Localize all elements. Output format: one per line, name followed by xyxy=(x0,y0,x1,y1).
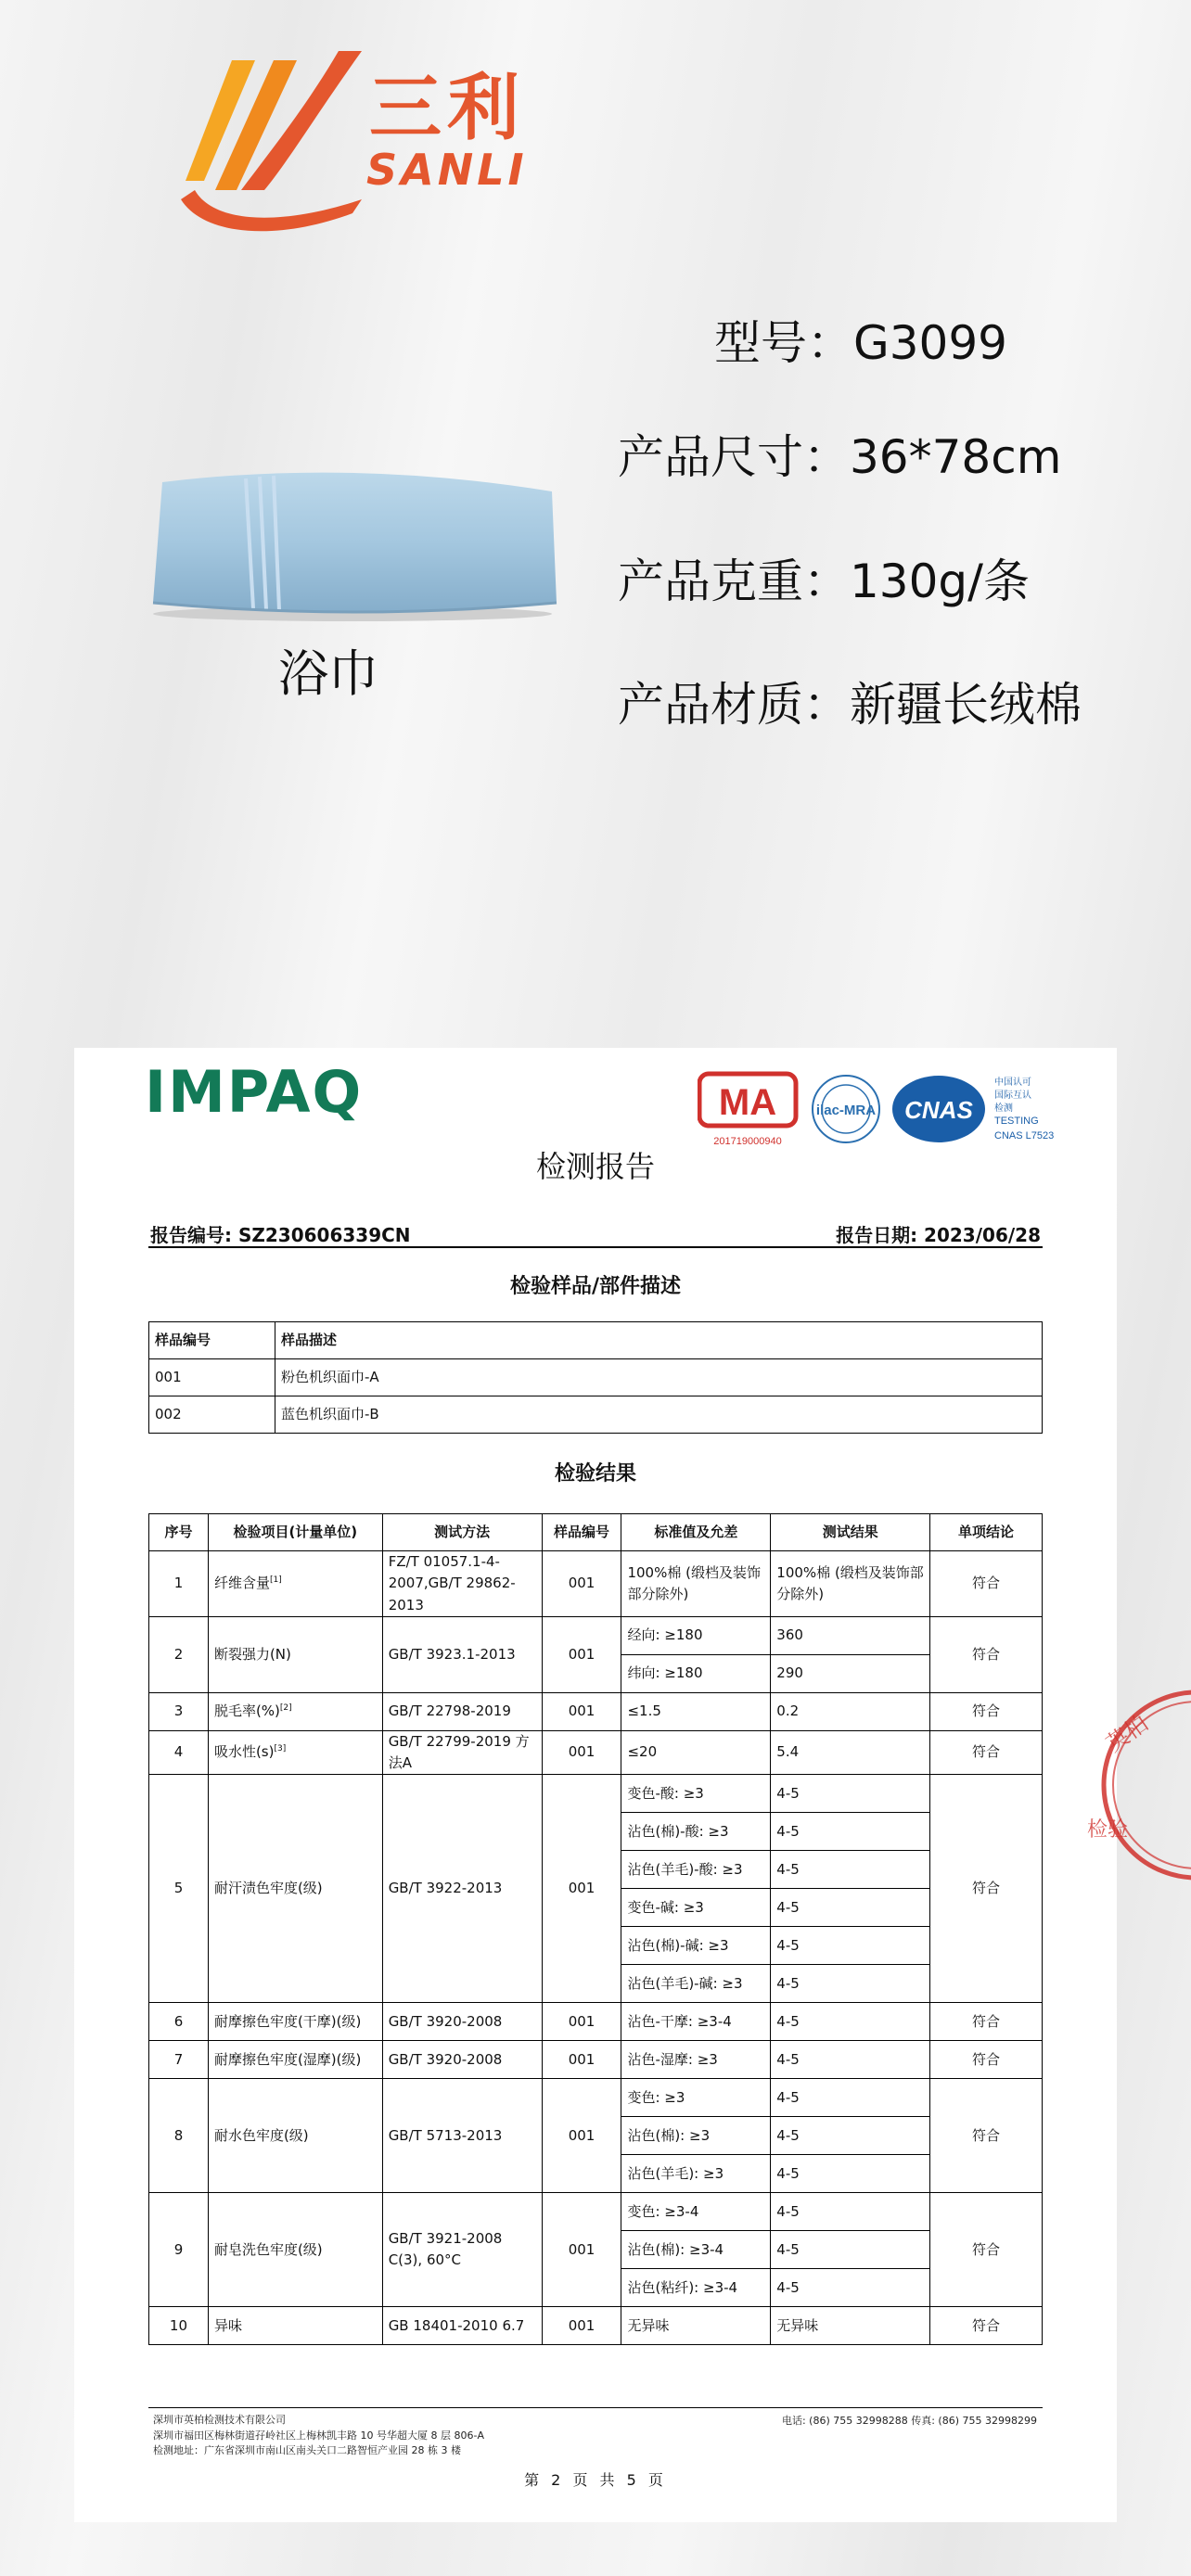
standard-value: 沾色(棉): ≥3 xyxy=(621,2117,771,2155)
towel-image xyxy=(144,464,561,621)
table-row: 001 粉色机织面巾-A xyxy=(149,1359,1043,1396)
conclusion: 符合 xyxy=(930,2307,1043,2345)
test-method: GB 18401-2010 6.7 xyxy=(382,2307,542,2345)
test-result: 4-5 xyxy=(771,2117,930,2155)
svg-text:TESTING: TESTING xyxy=(994,1116,1039,1127)
results-header-3: 样品编号 xyxy=(542,1514,621,1551)
spec-size: 产品尺寸：36*78cm xyxy=(618,430,1062,484)
test-result: 4-5 xyxy=(771,2193,930,2231)
standard-value: 沾色(棉): ≥3-4 xyxy=(621,2231,771,2269)
test-item: 耐皂洗色牢度(级) xyxy=(208,2193,382,2307)
test-result: 4-5 xyxy=(771,2003,930,2041)
test-item: 异味 xyxy=(208,2307,382,2345)
conclusion: 符合 xyxy=(930,1775,1043,2003)
samples-header-desc: 样品描述 xyxy=(275,1322,1043,1359)
test-result: 0.2 xyxy=(771,1692,930,1730)
results-header-4: 标准值及允差 xyxy=(621,1514,771,1551)
standard-value: 纬向: ≥180 xyxy=(621,1654,771,1692)
sample-id: 001 xyxy=(542,1616,621,1692)
test-item: 纤维含量[1] xyxy=(208,1551,382,1617)
report-date: 报告日期: 2023/06/28 xyxy=(836,1224,1041,1246)
test-result: 4-5 xyxy=(771,2269,930,2307)
test-item: 耐汗渍色牢度(级) xyxy=(208,1775,382,2003)
test-method: GB/T 3921-2008 C(3), 60°C xyxy=(382,2193,542,2307)
table-row xyxy=(149,2041,1043,2079)
standard-value: 沾色(羊毛)-酸: ≥3 xyxy=(621,1851,771,1889)
row-number: 4 xyxy=(149,1730,209,1775)
test-result: 4-5 xyxy=(771,1851,930,1889)
test-result: 4-5 xyxy=(771,1775,930,1813)
conclusion: 符合 xyxy=(930,1616,1043,1692)
results-header-2: 测试方法 xyxy=(382,1514,542,1551)
standard-value: 100%棉 (缎档及装饰部分除外) xyxy=(621,1551,771,1617)
row-number: 1 xyxy=(149,1551,209,1617)
standard-value: 沾色(棉)-碱: ≥3 xyxy=(621,1927,771,1965)
spec-model: 型号：G3099 xyxy=(714,316,1007,370)
test-item: 断裂强力(N) xyxy=(208,1616,382,1692)
report-number: 报告编号: SZ230606339CN xyxy=(150,1224,411,1246)
results-section-title: 检验结果 xyxy=(554,1462,636,1486)
test-result: 4-5 xyxy=(771,2155,930,2193)
test-item: 脱毛率(%)[2] xyxy=(208,1692,382,1730)
svg-text:检测: 检测 xyxy=(994,1103,1013,1114)
table-row xyxy=(149,2193,1043,2231)
test-item: 耐水色牢度(级) xyxy=(208,2079,382,2193)
table-row xyxy=(149,1692,1043,1730)
row-number: 7 xyxy=(149,2041,209,2079)
svg-text:MA: MA xyxy=(718,1082,777,1123)
svg-text:中国认可: 中国认可 xyxy=(994,1078,1031,1088)
certification-logos-icon xyxy=(698,1066,1087,1150)
standard-value: ≤20 xyxy=(621,1730,771,1775)
impaq-logo: IMPAQ xyxy=(145,1058,364,1126)
svg-text:英柏: 英柏 xyxy=(1101,1710,1153,1757)
sample-id: 001 xyxy=(542,2003,621,2041)
test-method: GB/T 22798-2019 xyxy=(382,1692,542,1730)
sample-id: 001 xyxy=(542,1551,621,1617)
standard-value: ≤1.5 xyxy=(621,1692,771,1730)
sample-id: 001 xyxy=(542,2307,621,2345)
standard-value: 沾色(棉)-酸: ≥3 xyxy=(621,1813,771,1851)
row-number: 3 xyxy=(149,1692,209,1730)
seal-stamp-icon xyxy=(1076,1688,1191,1882)
test-result: 4-5 xyxy=(771,1927,930,1965)
test-item: 吸水性(s)[3] xyxy=(208,1730,382,1775)
header-divider xyxy=(148,1246,1043,1248)
test-result: 4-5 xyxy=(771,2041,930,2079)
row-number: 10 xyxy=(149,2307,209,2345)
sample-id: 001 xyxy=(542,2079,621,2193)
row-number: 9 xyxy=(149,2193,209,2307)
standard-value: 沾色(羊毛): ≥3 xyxy=(621,2155,771,2193)
test-method: GB/T 3923.1-2013 xyxy=(382,1616,542,1692)
test-result: 4-5 xyxy=(771,1813,930,1851)
conclusion: 符合 xyxy=(930,1692,1043,1730)
samples-table xyxy=(148,1321,1043,1434)
spec-weight: 产品克重：130g/条 xyxy=(618,555,1031,608)
test-method: GB/T 3920-2008 xyxy=(382,2003,542,2041)
test-method: GB/T 3920-2008 xyxy=(382,2041,542,2079)
cnas-label: CNAS xyxy=(904,1096,973,1124)
svg-text:国际互认: 国际互认 xyxy=(994,1090,1031,1101)
test-method: GB/T 5713-2013 xyxy=(382,2079,542,2193)
table-row xyxy=(149,2079,1043,2117)
test-result: 4-5 xyxy=(771,1965,930,2003)
test-method: FZ/T 01057.1-4-2007,GB/T 29862-2013 xyxy=(382,1551,542,1617)
standard-value: 沾色(粘纤): ≥3-4 xyxy=(621,2269,771,2307)
sample-id: 001 xyxy=(542,1692,621,1730)
footer-divider xyxy=(148,2407,1043,2408)
test-result: 4-5 xyxy=(771,1889,930,1927)
samples-header-id: 样品编号 xyxy=(149,1322,275,1359)
product-name: 浴巾 xyxy=(278,644,378,703)
standard-value: 沾色-干摩: ≥3-4 xyxy=(621,2003,771,2041)
row-number: 5 xyxy=(149,1775,209,2003)
standard-value: 无异味 xyxy=(621,2307,771,2345)
conclusion: 符合 xyxy=(930,2003,1043,2041)
conclusion: 符合 xyxy=(930,2041,1043,2079)
standard-value: 变色-碱: ≥3 xyxy=(621,1889,771,1927)
results-header-1: 检验项目(计量单位) xyxy=(208,1514,382,1551)
ilac-label: ilac-MRA xyxy=(815,1103,877,1118)
spec-material: 产品材质：新疆长绒棉 xyxy=(618,678,1082,732)
footer-contact: 电话: (86) 755 32998288 传真: (86) 755 32998299 xyxy=(781,2415,1037,2427)
standard-value: 经向: ≥180 xyxy=(621,1616,771,1654)
table-row xyxy=(149,2307,1043,2345)
brand-name-cn: 三利 xyxy=(369,67,526,150)
test-result: 5.4 xyxy=(771,1730,930,1775)
brand-name-en: SANLI xyxy=(366,145,528,195)
test-result: 290 xyxy=(771,1654,930,1692)
table-row xyxy=(149,1775,1043,1813)
sample-id: 001 xyxy=(542,1775,621,2003)
standard-value: 沾色-湿摩: ≥3 xyxy=(621,2041,771,2079)
test-result: 无异味 xyxy=(771,2307,930,2345)
report-title: 检测报告 xyxy=(535,1149,655,1184)
conclusion: 符合 xyxy=(930,2079,1043,2193)
standard-value: 沾色(羊毛)-碱: ≥3 xyxy=(621,1965,771,2003)
svg-text:CNAS L7523: CNAS L7523 xyxy=(994,1130,1055,1141)
sample-id: 001 xyxy=(542,2193,621,2307)
conclusion: 符合 xyxy=(930,1730,1043,1775)
table-row: 002 蓝色机织面巾-B xyxy=(149,1396,1043,1434)
table-row xyxy=(149,1551,1043,1617)
conclusion: 符合 xyxy=(930,1551,1043,1617)
table-row xyxy=(149,2003,1043,2041)
results-table xyxy=(148,1513,1043,2345)
test-result: 100%棉 (缎档及装饰部分除外) xyxy=(771,1551,930,1617)
results-header-6: 单项结论 xyxy=(930,1514,1043,1551)
test-method: GB/T 22799-2019 方法A xyxy=(382,1730,542,1775)
conclusion: 符合 xyxy=(930,2193,1043,2307)
standard-value: 变色: ≥3 xyxy=(621,2079,771,2117)
table-row xyxy=(149,1616,1043,1654)
test-item: 耐摩擦色牢度(湿摩)(级) xyxy=(208,2041,382,2079)
page-number: 第 2 页 共 5 页 xyxy=(524,2471,667,2489)
samples-section-title: 检验样品/部件描述 xyxy=(509,1275,682,1298)
ma-number: 201719000940 xyxy=(713,1136,782,1147)
test-result: 4-5 xyxy=(771,2079,930,2117)
row-number: 6 xyxy=(149,2003,209,2041)
svg-text:检验: 检验 xyxy=(1087,1818,1129,1842)
test-item: 耐摩擦色牢度(干摩)(级) xyxy=(208,2003,382,2041)
test-method: GB/T 3922-2013 xyxy=(382,1775,542,2003)
test-result: 4-5 xyxy=(771,2231,930,2269)
test-result: 360 xyxy=(771,1616,930,1654)
row-number: 2 xyxy=(149,1616,209,1692)
footer-address: 深圳市英柏检测技术有限公司 深圳市福田区梅林街道孖岭社区上梅林凯丰路 10 号华超大厦 8 层 806-A 检测地址：广东省深圳市南山区南头关口二路智恒产业园 28 栋 3 楼 xyxy=(153,2414,484,2456)
standard-value: 变色-酸: ≥3 xyxy=(621,1775,771,1813)
row-number: 8 xyxy=(149,2079,209,2193)
table-row xyxy=(149,1730,1043,1775)
results-header-5: 测试结果 xyxy=(771,1514,930,1551)
sample-id: 001 xyxy=(542,2041,621,2079)
sample-id: 001 xyxy=(542,1730,621,1775)
standard-value: 变色: ≥3-4 xyxy=(621,2193,771,2231)
test-report xyxy=(74,1048,1117,2522)
results-header-0: 序号 xyxy=(149,1514,209,1551)
